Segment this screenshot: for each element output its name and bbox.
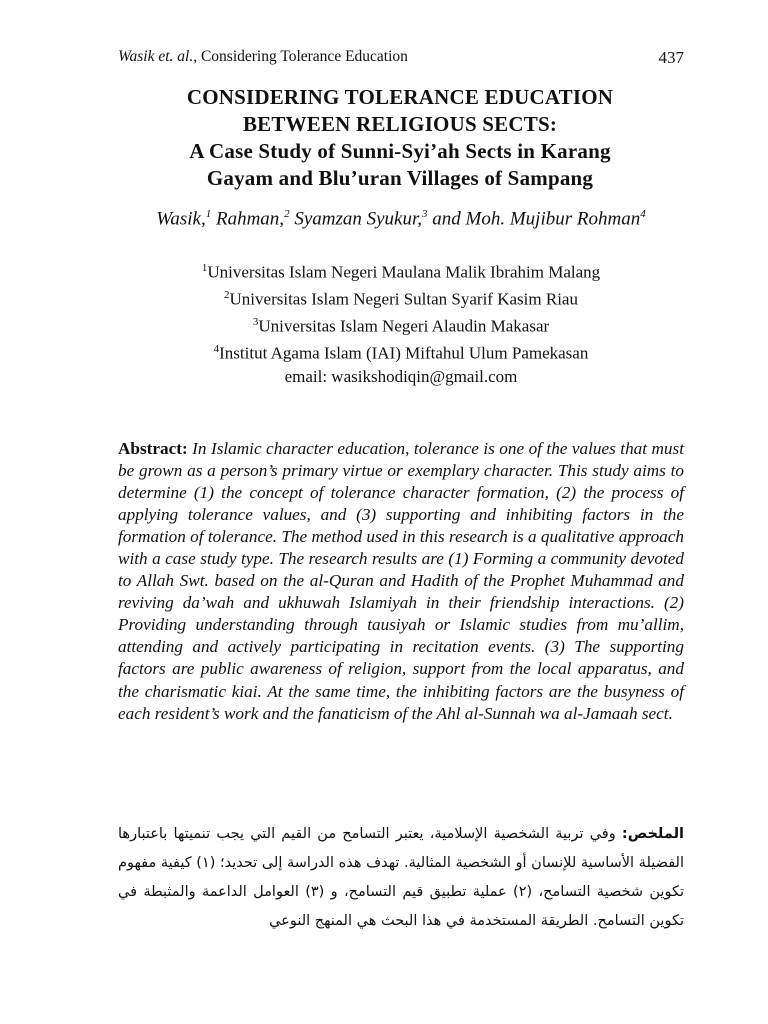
affiliation-name: Universitas Islam Negeri Alaudin Makasar (258, 316, 550, 336)
running-head-title: Considering Tolerance Education (197, 48, 408, 65)
title-line-4: Gayam and Blu’uran Villages of Sampang (206, 166, 594, 190)
abstract (118, 438, 684, 725)
affiliation-mark: 2 (224, 289, 230, 302)
author-name: and Moh. Mujibur Rohman (427, 208, 641, 230)
arabic-abstract (118, 820, 684, 936)
arabic-abstract-label: الملخص: (621, 826, 684, 842)
affiliation-mark: 3 (252, 316, 259, 329)
arabic-abstract-text: وفي تربية الشخصية الإسلامية، يعتبر التسامح من القيم التي يجب تنميتها باعتبارها الفضيلة الأساسية للإنسان أو الشخصية المثالية. تهدف هذه الدراسة إلى تحديد؛ (١) كيفية مفهوم تكوين شخصية التسامح، (٢) عملية تطبيق قيم التسامح، و (٣) العوامل الداعمة والمثبطة في تكوين التسامح. الطريقة المستخدمة في هذا البحث هي المنهج النوعي (118, 826, 684, 929)
author-list (118, 202, 684, 231)
page-number: 437 (658, 48, 684, 67)
author-name: Syamzan Syukur, (289, 208, 423, 230)
author-email: email: wasikshodiqin@gmail.com (284, 366, 518, 386)
affiliation-mark: 1 (201, 262, 208, 274)
author-name: Rahman, (211, 208, 285, 230)
abstract-text: In Islamic character education, tolerance is one of the values that must be grown as a person’s primary virtue or exemplary character. This study aims to determine (1) the concept of tolerance character formation, (2) the process of applying tolerance values, and (3) supporting and inhibiting factors in the formation of tolerance. The method used in this research is a qualitative approach with a case study type. The research results are (1) Forming a community devoted to Allah Swt. based on the al-Quran and Hadith of the Prophet Muhammad and reviving da’wah and ukhuwah Islamiyah in their friendship interactions. (2) Providing understanding through tausiyah or Islamic studies from mu’allim, attending and actively participating in recitation events. (3) The supporting factors are public awareness of religion, support from the local apparatus, and the charismatic kiai. At the same time, the inhibiting factors are the busyness of each resident’s work and the fanaticism of the Ahl al-Sunnah wa al-Jamaah sect. (118, 439, 684, 723)
affiliation (118, 311, 684, 338)
affiliation (118, 257, 684, 284)
title-line-1: CONSIDERING TOLERANCE EDUCATION (186, 85, 614, 109)
running-head (118, 48, 684, 68)
affiliation-name: Institut Agama Islam (IAI) Miftahul Ulum Pamekasan (219, 344, 589, 364)
title-line-2: BETWEEN RELIGIOUS SECTS: (242, 112, 558, 136)
affiliation-mark: 4 (213, 343, 220, 356)
running-head-authors: Wasik et. al., (118, 48, 198, 65)
affiliation-name: Universitas Islam Negeri Sultan Syarif Kasim Riau (229, 289, 578, 309)
affiliation-name: Universitas Islam Negeri Maulana Malik Ibrahim Malang (207, 262, 601, 282)
abstract-label: Abstract: (118, 439, 188, 458)
title-line-3: A Case Study of Sunni-Syi’ah Sects in Karang (189, 139, 611, 163)
author-affil-mark: 4 (640, 208, 646, 220)
affiliation (118, 338, 684, 365)
running-head-citation (118, 48, 408, 68)
author-affil-mark: 2 (284, 208, 290, 220)
author-affil-mark: 3 (422, 208, 428, 220)
author-name: Wasik, (156, 208, 206, 230)
affiliation (118, 284, 684, 311)
author-affil-mark: 1 (205, 208, 212, 220)
paper-title (110, 84, 690, 192)
affiliation-list (118, 257, 684, 388)
